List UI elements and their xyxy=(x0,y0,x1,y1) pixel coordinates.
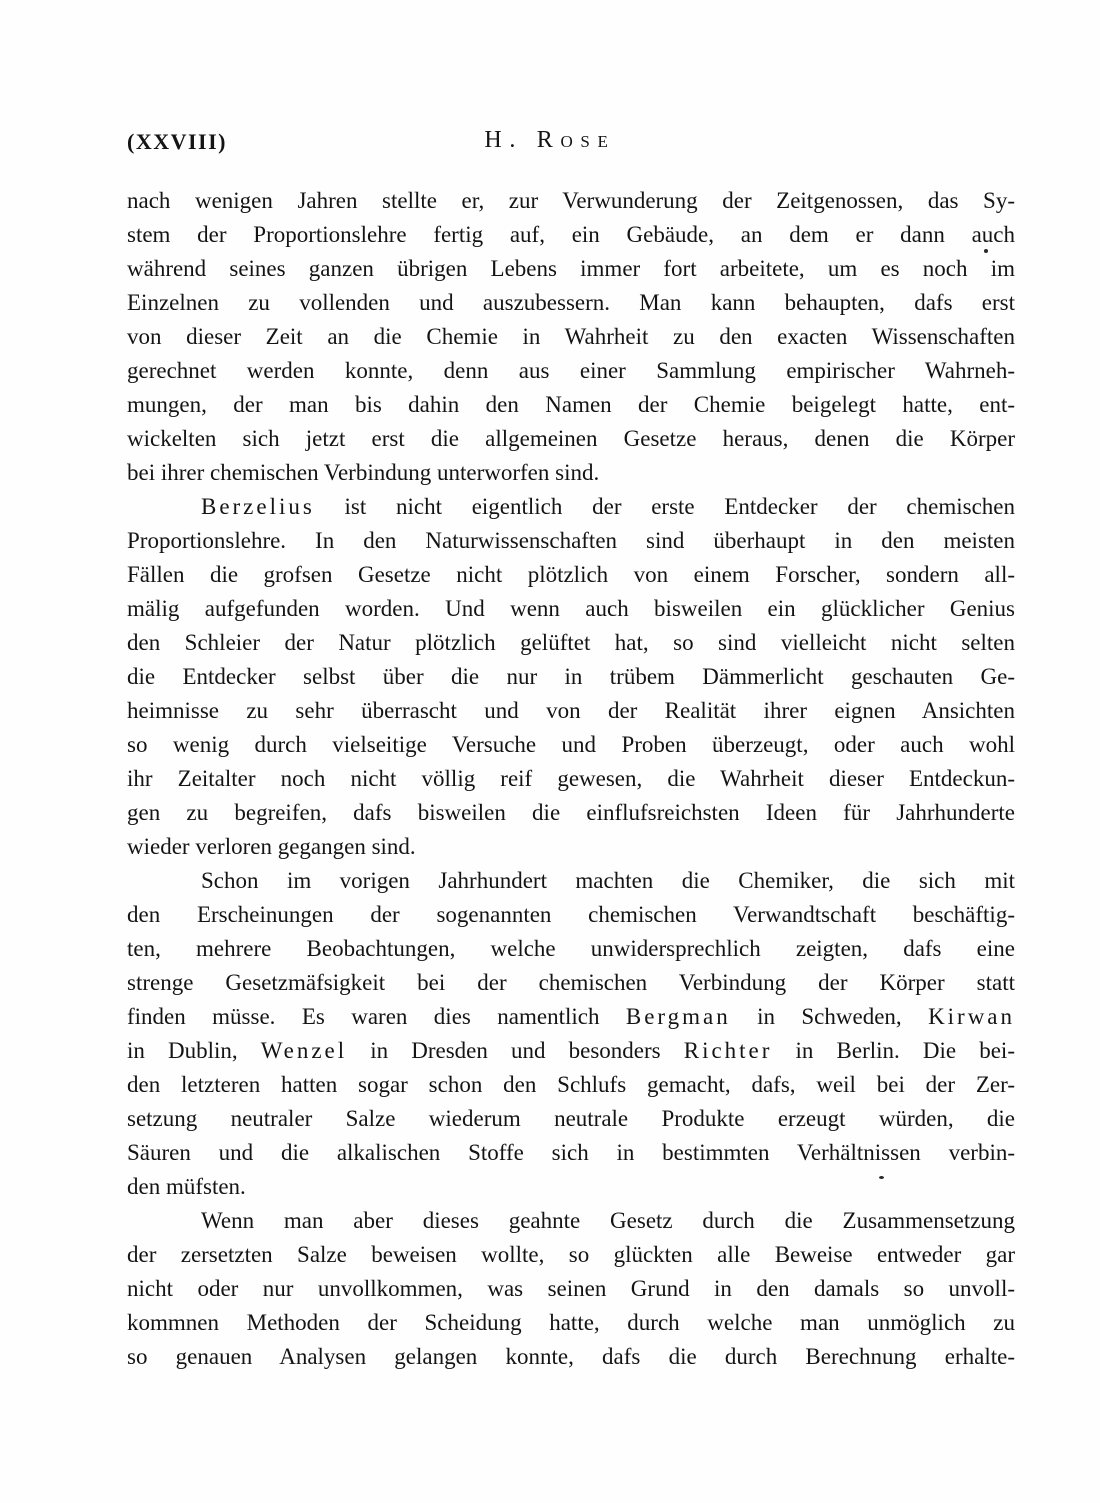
text-line: den letzteren hatten sogar schon den Schlufs gemacht, dafs, weil bei der Zer- xyxy=(127,1072,1015,1097)
text-line: Fällen die grofsen Gesetze nicht plötzlich von einem Forscher, sondern all- xyxy=(127,562,1015,587)
text-line: ten, mehrere Beobachtungen, welche unwidersprechlich zeigten, dafs eine xyxy=(127,936,1015,961)
text-line: der zersetzten Salze beweisen wollte, so glückten alle Beweise entweder gar xyxy=(127,1242,1015,1267)
letterspaced-name: Wenzel xyxy=(260,1038,348,1063)
text-line: kommnen Methoden der Scheidung hatte, durch welche man unmöglich zu xyxy=(127,1310,1015,1335)
letterspaced-name: Kirwan xyxy=(928,1004,1015,1029)
page-number: (XXVIII) xyxy=(127,129,227,154)
text-line: nicht oder nur unvollkommen, was seinen Grund in den damals so unvoll- xyxy=(127,1276,1015,1301)
text-line: wickelten sich jetzt erst die allgemeinen Gesetze heraus, denen die Körper xyxy=(127,426,1015,451)
text-line: Schon im vorigen Jahrhundert machten die Chemiker, die sich mit xyxy=(201,868,1015,893)
text-line: wieder verloren gegangen sind. xyxy=(127,834,416,859)
letterspaced-name: Bergman xyxy=(625,1004,731,1029)
text-line: bei ihrer chemischen Verbindung unterworfen sind. xyxy=(127,460,600,485)
text-line: Säuren und die alkalischen Stoffe sich in bestimmten Verhältnissen verbin- xyxy=(127,1140,1015,1165)
text-line: in Dublin, Wenzel in Dresden und besonders Richter in Berlin. Die bei- xyxy=(127,1038,1015,1063)
text-line: strenge Gesetzmäfsigkeit bei der chemischen Verbindung der Körper statt xyxy=(127,970,1015,995)
letterspaced-name: Berzelius xyxy=(201,494,315,519)
text-line: den Erscheinungen der sogenannten chemischen Verwandtschaft beschäftig- xyxy=(127,902,1015,927)
text-line: Wenn man aber dieses geahnte Gesetz durch die Zusammensetzung xyxy=(201,1208,1015,1233)
text-line: Berzelius ist nicht eigentlich der erste Entdecker der chemischen xyxy=(201,494,1015,519)
text-line: so wenig durch vielseitige Versuche und Proben überzeugt, oder auch wohl xyxy=(127,732,1015,757)
text-line: finden müsse. Es waren dies namentlich Bergman in Schweden, Kirwan xyxy=(127,1004,1015,1029)
text-line: stem der Proportionslehre fertig auf, ein Gebäude, an dem er dann auch xyxy=(127,222,1015,247)
text-line: nach wenigen Jahren stellte er, zur Verwunderung der Zeitgenossen, das Sy- xyxy=(127,188,1015,213)
scan-speck xyxy=(879,1176,884,1179)
scan-speck xyxy=(984,249,988,253)
letterspaced-name: Richter xyxy=(683,1038,773,1063)
running-header-author: H. Rose xyxy=(484,127,616,153)
text-line: mälig aufgefunden worden. Und wenn auch bisweilen ein glücklicher Genius xyxy=(127,596,1015,621)
text-line: gen zu begreifen, dafs bisweilen die einflufsreichsten Ideen für Jahrhunderte xyxy=(127,800,1015,825)
text-line: von dieser Zeit an die Chemie in Wahrheit zu den exacten Wissenschaften xyxy=(127,324,1015,349)
text-line: die Entdecker selbst über die nur in trübem Dämmerlicht geschauten Ge- xyxy=(127,664,1015,689)
text-line: so genauen Analysen gelangen konnte, dafs die durch Berechnung erhalte- xyxy=(127,1344,1015,1369)
text-line: gerechnet werden konnte, denn aus einer Sammlung empirischer Wahrneh- xyxy=(127,358,1015,383)
page-header xyxy=(0,127,1100,161)
text-line: ihr Zeitalter noch nicht völlig reif gewesen, die Wahrheit dieser Entdeckun- xyxy=(127,766,1015,791)
text-line: heimnisse zu sehr überrascht und von der Realität ihrer eignen Ansichten xyxy=(127,698,1015,723)
text-line: während seines ganzen übrigen Lebens immer fort arbeitete, um es noch im xyxy=(127,256,1015,281)
text-line: mungen, der man bis dahin den Namen der Chemie beigelegt hatte, ent- xyxy=(127,392,1015,417)
text-line: Einzelnen zu vollenden und auszubessern. Man kann behaupten, dafs erst xyxy=(127,290,1015,315)
text-line: den müfsten. xyxy=(127,1174,246,1199)
text-line: den Schleier der Natur plötzlich gelüftet hat, so sind vielleicht nicht selten xyxy=(127,630,1015,655)
body-text xyxy=(127,184,1015,1374)
text-line: setzung neutraler Salze wiederum neutrale Produkte erzeugt würden, die xyxy=(127,1106,1015,1131)
text-line: Proportionslehre. In den Naturwissenschaften sind überhaupt in den meisten xyxy=(127,528,1015,553)
